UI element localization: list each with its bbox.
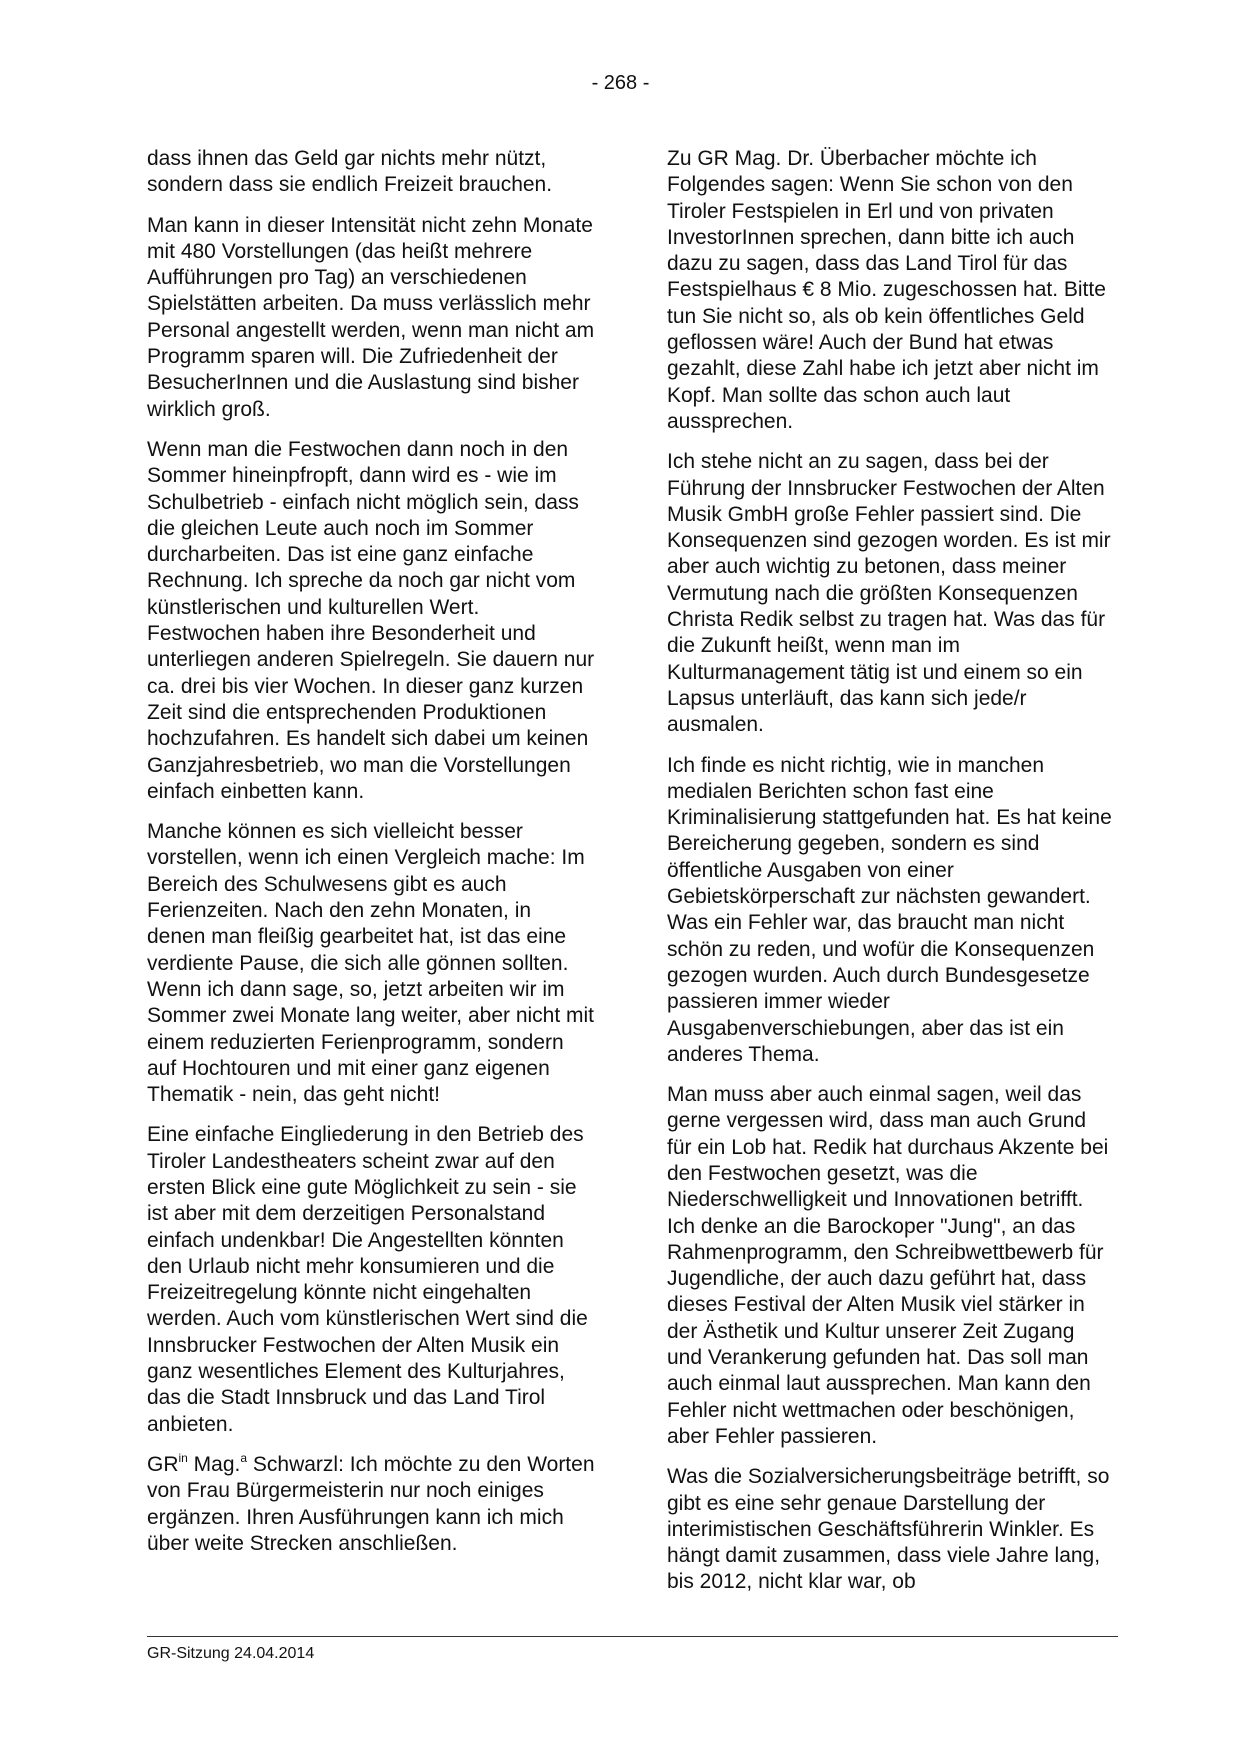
speaker-title: GR: [147, 1452, 179, 1476]
paragraph: Was die Sozialversicherungsbeiträge betrifft, so gibt es eine sehr genaue Darstellung der interimistischen Geschäftsführerin Winkler. Es hängt damit zusammen, dass viele Jahre lang, bis 2012, nicht klar war, ob: [667, 1465, 1110, 1594]
paragraph: dass ihnen das Geld gar nichts mehr nützt, sondern dass sie endlich Freizeit brauchen.: [147, 147, 553, 197]
speaker-paragraph: [147, 1452, 595, 1557]
left-column: [147, 146, 595, 1571]
speaker-degree: Mag.: [187, 1452, 241, 1476]
paragraph: Eine einfache Eingliederung in den Betrieb des Tiroler Landestheaters scheint zwar auf den ersten Blick eine gute Möglichkeit zu sein - sie ist aber mit dem derzeitigen Personalstand einfach undenkbar! Die Angestellten könnten den Urlaub nicht mehr konsumieren und die Freizeitregelung könnte nicht eingehalten werden. Auch vom künstlerischen Wert sind die Innsbrucker Festwochen der Alten Musik ein ganz wesentliches Element des Kulturjahres, das die Stadt Innsbruck und das Land Tirol anbieten.: [147, 1123, 588, 1436]
paragraph: Ich stehe nicht an zu sagen, dass bei der Führung der Innsbrucker Festwochen der Alten Musik GmbH große Fehler passiert sind. Die Konsequenzen sind gezogen worden. Es ist mir aber auch wichtig zu betonen, dass meiner Vermutung nach die größten Konsequenzen Christa Redik selbst zu tragen hat. Was das für die Zukunft heißt, wenn man im Kulturmanagement tätig ist und einem so ein Lapsus unterläuft, das kann sich jede/r ausmalen.: [667, 450, 1111, 737]
paragraph: Zu GR Mag. Dr. Überbacher möchte ich Folgendes sagen: Wenn Sie schon von den Tiroler Festspielen in Erl und von privaten InvestorInnen sprechen, dann bitte ich auch dazu zu sagen, dass das Land Tirol für das Festspielhaus € 8 Mio. zugeschossen hat. Bitte tun Sie nicht so, als ob kein öffentliches Geld geflossen wäre! Auch der Bund hat etwas gezahlt, diese Zahl habe ich jetzt aber nicht im Kopf. Man sollte das schon auch laut aussprechen.: [667, 147, 1106, 433]
paragraph: Manche können es sich vielleicht besser vorstellen, wenn ich einen Vergleich mache: Im Bereich des Schulwesens gibt es auch Ferienzeiten. Nach den zehn Monaten, in denen man fleißig gearbeitet hat, ist das eine verdiente Pause, die sich alle gönnen sollten. Wenn ich dann sage, so, jetzt arbeiten wir im Sommer zwei Monate lang weiter, aber nicht mit einem reduzierten Ferienprogramm, sondern auf Hochtouren und mit einer ganz eigenen Thematik - nein, das geht nicht!: [147, 820, 595, 1107]
paragraph: Man muss aber auch einmal sagen, weil das gerne vergessen wird, dass man auch Grund für ein Lob hat. Redik hat durchaus Akzente bei den Festwochen gesetzt, was die Niederschwelligkeit und Innovationen betrifft. Ich denke an die Barockoper "Jung", an das Rahmenprogramm, den Schreibwettbewerb für Jugendliche, der auch dazu geführt hat, dass dieses Festival der Alten Musik viel stärker in der Ästhetik und Kultur unserer Zeit Zugang und Verankerung gefunden hat. Das soll man auch einmal laut aussprechen. Man kann den Fehler nicht wettmachen oder beschönigen, aber Fehler passieren.: [667, 1083, 1109, 1448]
speaker-text: : Ich möchte zu den Worten von Frau Bürgermeisterin nur noch einiges ergänzen. Ihren Ausführungen kann ich mich über weite Strecken anschließen.: [147, 1452, 595, 1555]
page-number: - 268 -: [591, 72, 650, 94]
paragraph: Wenn man die Festwochen dann noch in den Sommer hineinpfropft, dann wird es - wie im Schulbetrieb - einfach nicht möglich sein, dass die gleichen Leute auch noch im Sommer durcharbeiten. Das ist eine ganz einfache Rechnung. Ich spreche da noch gar nicht vom künstlerischen und kulturellen Wert. Festwochen haben ihre Besonderheit und unterliegen anderen Spielregeln. Sie dauern nur ca. drei bis vier Wochen. In dieser ganz kurzen Zeit sind die entsprechenden Produktionen hochzufahren. Es handelt sich dabei um keinen Ganzjahresbetrieb, wo man die Vorstellungen einfach einbetten kann.: [147, 437, 595, 803]
speaker-degree-suffix: a: [240, 1450, 248, 1465]
speaker-name: Schwarzl: [247, 1452, 339, 1476]
paragraph: Man kann in dieser Intensität nicht zehn Monate mit 480 Vorstellungen (das heißt mehrere Aufführungen pro Tag) an verschiedenen Spielstätten arbeiten. Da muss verlässlich mehr Personal angestellt werden, wenn man nicht am Programm sparen will. Die Zufriedenheit der BesucherInnen und die Auslastung sind bisher wirklich groß.: [147, 213, 595, 421]
right-column: [667, 146, 1115, 1610]
footer-divider: [147, 1636, 1118, 1637]
speaker-title-suffix: in: [178, 1450, 188, 1465]
paragraph: Ich finde es nicht richtig, wie in manchen medialen Berichten schon fast eine Kriminalisierung stattgefunden hat. Es hat keine Bereicherung gegeben, sondern es sind öffentliche Ausgaben von einer Gebietskörperschaft zur nächsten gewandert. Was ein Fehler war, das braucht man nicht schön zu reden, und wofür die Konsequenzen gezogen wurden. Auch durch Bundesgesetze passieren immer wieder Ausgabenverschiebungen, aber das ist ein anderes Thema.: [667, 753, 1112, 1066]
footer-session-date: GR-Sitzung 24.04.2014: [147, 1645, 315, 1662]
